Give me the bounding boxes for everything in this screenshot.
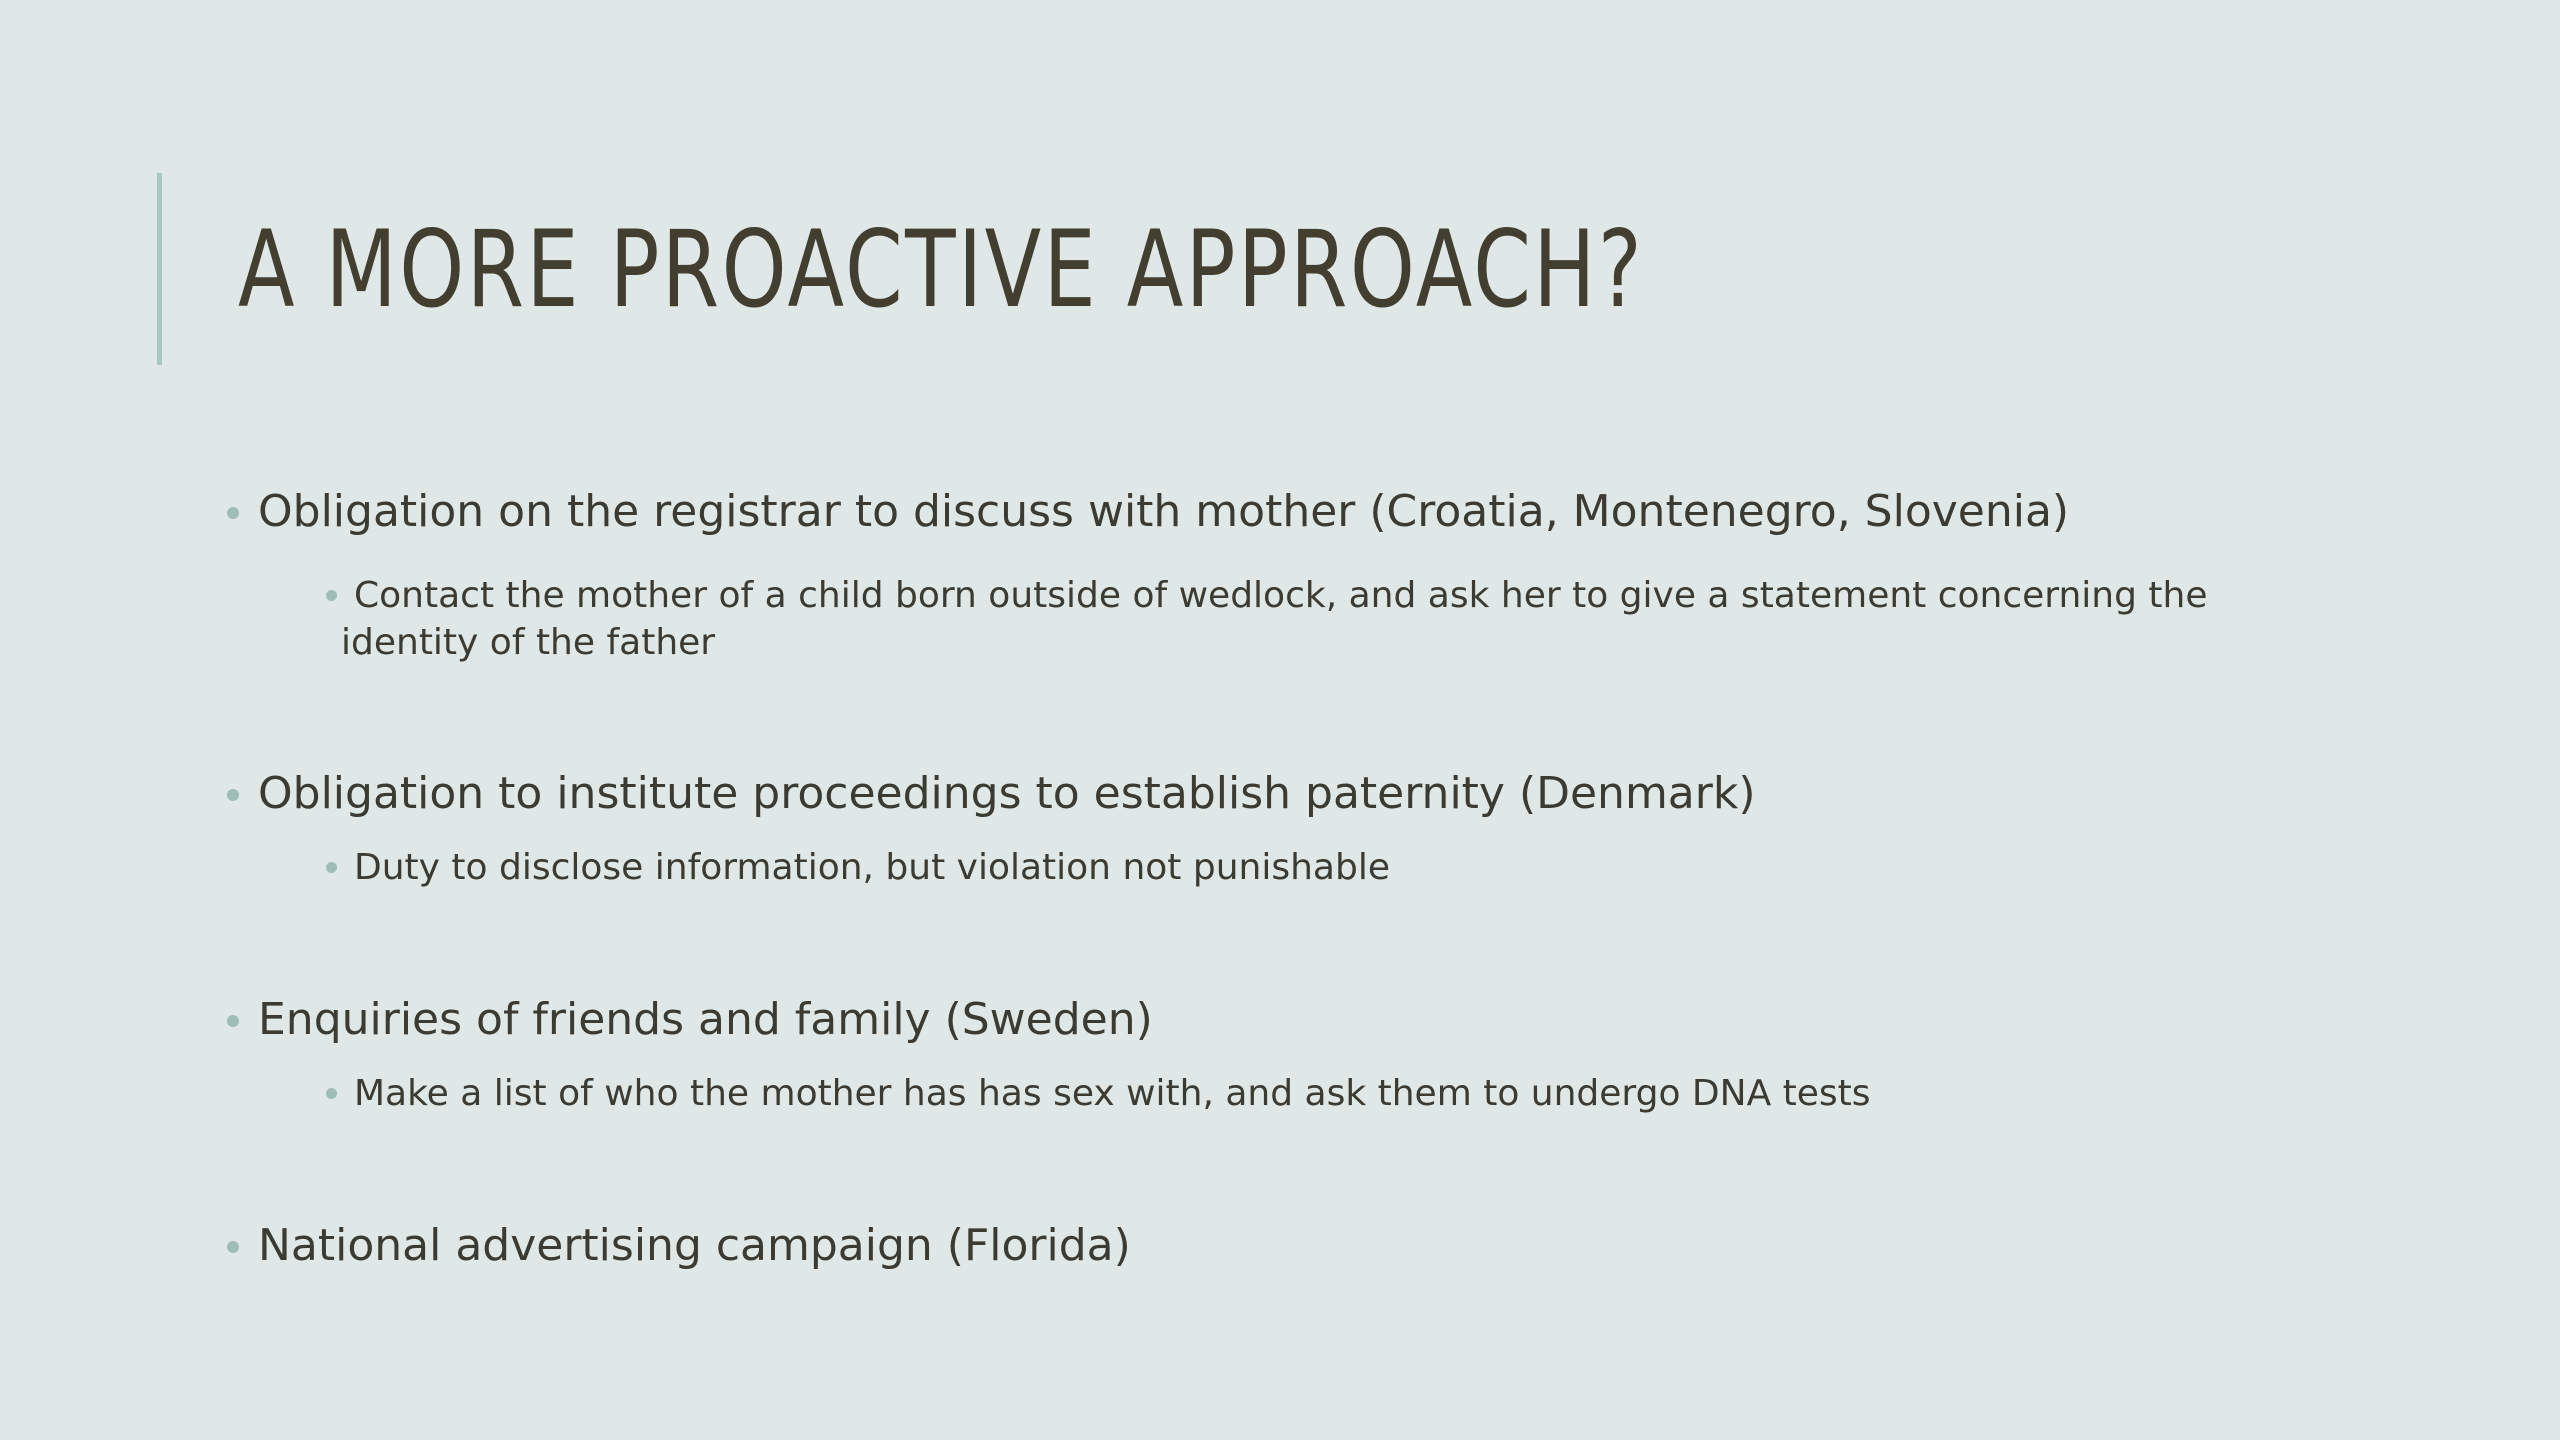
bullet-item[interactable] <box>258 766 1756 822</box>
bullet-dot-icon <box>326 862 337 873</box>
sub-bullet-text: Make a list of who the mother has has sex with, and ask them to undergo DNA tests <box>354 1073 1871 1114</box>
bullet-text: Enquiries of friends and family (Sweden) <box>258 994 1153 1045</box>
sub-bullet-item[interactable] <box>354 572 2207 619</box>
bullet-item[interactable] <box>258 484 2069 540</box>
sub-bullet-continuation <box>341 619 715 666</box>
sub-bullet-text: identity of the father <box>341 622 716 663</box>
bullet-item[interactable] <box>258 1218 1131 1274</box>
sub-bullet-text: Contact the mother of a child born outside of wedlock, and ask her to give a statement concerning the <box>354 575 2208 616</box>
slide-title[interactable]: A MORE PROACTIVE APPROACH? <box>238 208 1645 331</box>
bullet-dot-icon <box>326 1088 337 1099</box>
bullet-text: Obligation to institute proceedings to establish paternity (Denmark) <box>258 768 1756 819</box>
bullet-dot-icon <box>227 507 239 519</box>
bullet-dot-icon <box>227 1241 239 1253</box>
sub-bullet-item[interactable] <box>354 844 1390 891</box>
bullet-text: Obligation on the registrar to discuss with mother (Croatia, Montenegro, Slovenia) <box>258 486 2070 537</box>
bullet-dot-icon <box>326 590 337 601</box>
bullet-dot-icon <box>227 1015 239 1027</box>
bullet-item[interactable] <box>258 992 1153 1048</box>
sub-bullet-text: Duty to disclose information, but violation not punishable <box>354 847 1390 888</box>
bullet-dot-icon <box>227 789 239 801</box>
bullet-text: National advertising campaign (Florida) <box>258 1220 1131 1271</box>
sub-bullet-item[interactable] <box>354 1070 1871 1117</box>
